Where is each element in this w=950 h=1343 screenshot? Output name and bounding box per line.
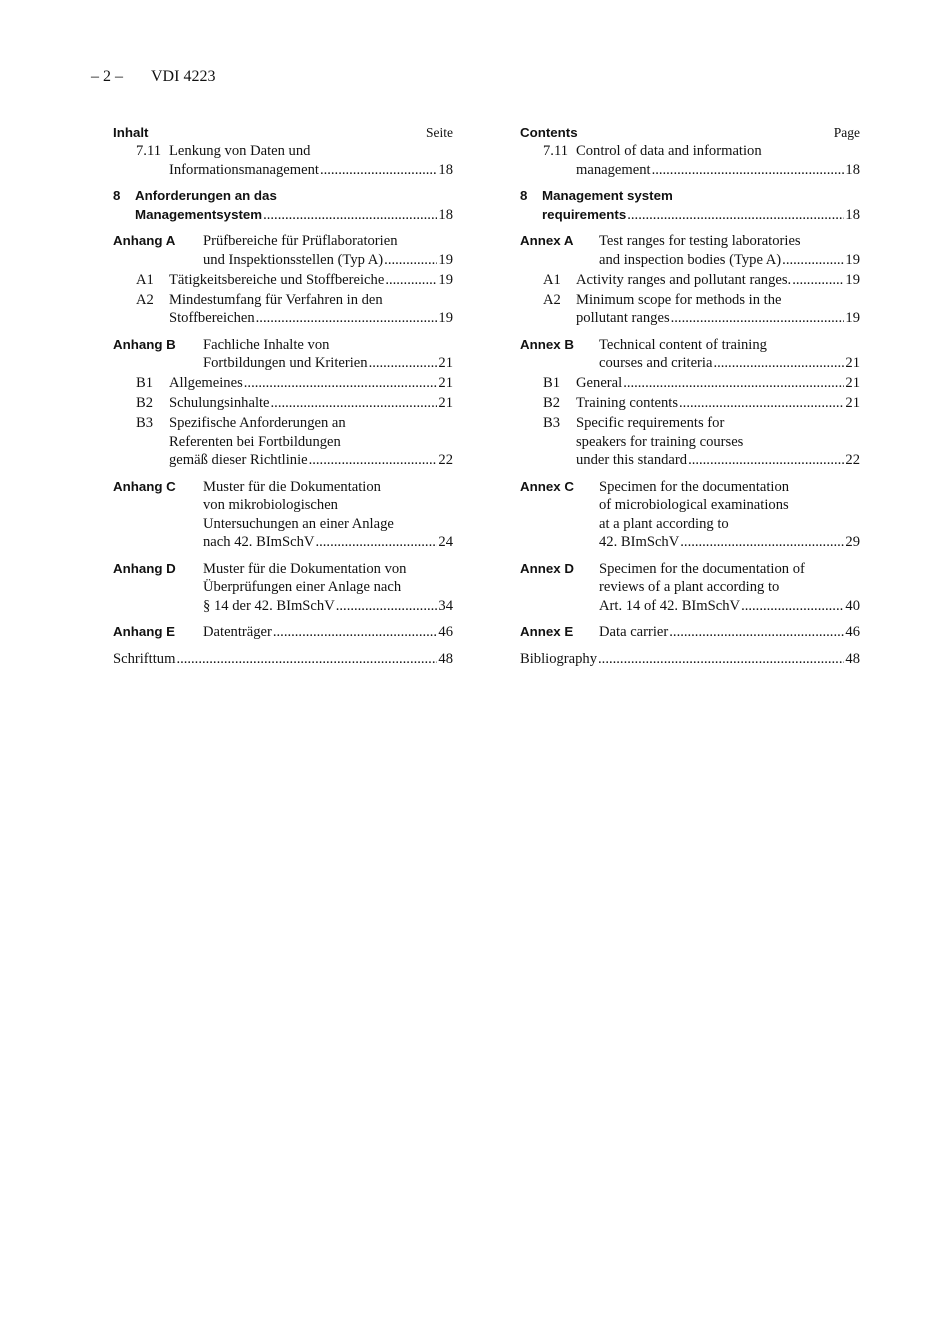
toc-entry-7-11[interactable]: 7.11 Control of data and information management ..... 18 bbox=[520, 142, 860, 179]
toc-title: Inhalt bbox=[113, 125, 149, 140]
page-ref: 18 bbox=[845, 161, 860, 178]
page-ref: 18 bbox=[438, 206, 453, 223]
toc-entry-a1[interactable]: A1 Tätigkeitsbereiche und Stoffbereiche ..... 19 bbox=[113, 271, 453, 290]
page-ref: 21 bbox=[845, 375, 860, 391]
toc-entry-a1[interactable]: A1 Activity ranges and pollutant ranges. ..... 19 bbox=[520, 271, 860, 290]
page-ref: 40 bbox=[845, 597, 860, 614]
page-ref: 19 bbox=[845, 271, 860, 288]
toc-entry-annex-c[interactable]: Anhang C Muster für die Dokumentation von mikrobiologischen Untersuchungen an einer Anlage nach 42. BImSchV ..... 24 bbox=[113, 478, 453, 552]
toc-entry-7-11[interactable]: 7.11 Lenkung von Daten und Informationsmanagement ..... 18 bbox=[113, 142, 453, 179]
toc-entry-b1[interactable]: B1 Allgemeines ..... 21 bbox=[113, 374, 453, 393]
page-ref: 34 bbox=[438, 597, 453, 614]
toc-entry-8[interactable]: 8 Management system requirements ..... 18 bbox=[520, 187, 860, 224]
page-column-label: Page bbox=[833, 125, 860, 140]
toc-entry-annex-b[interactable]: Annex B Technical content of training courses and criteria ..... 21 bbox=[520, 336, 860, 373]
page-ref: 19 bbox=[438, 271, 453, 288]
page-ref: 19 bbox=[845, 310, 860, 326]
toc-entry-b2[interactable]: B2 Training contents ..... 21 bbox=[520, 394, 860, 413]
page-ref: 22 bbox=[845, 452, 860, 468]
toc-entry-annex-d[interactable]: Anhang D Muster für die Dokumentation von Überprüfungen einer Anlage nach § 14 der 42. BImSchV ..... 34 bbox=[113, 560, 453, 616]
page-ref: 19 bbox=[438, 251, 453, 268]
page-number: – 2 – bbox=[91, 68, 123, 85]
toc-entry-annex-b[interactable]: Anhang B Fachliche Inhalte von Fortbildungen und Kriterien ..... 21 bbox=[113, 336, 453, 373]
page-ref: 24 bbox=[438, 534, 453, 550]
toc-english bbox=[520, 124, 860, 668]
page-ref: 46 bbox=[438, 624, 453, 640]
toc-entry-annex-d[interactable]: Annex D Specimen for the documentation of reviews of a plant according to Art. 14 of 42. BImSchV ..... 40 bbox=[520, 560, 860, 616]
toc-entry-b1[interactable]: B1 General ..... 21 bbox=[520, 374, 860, 393]
toc-heading bbox=[113, 124, 453, 142]
page-ref: 22 bbox=[438, 452, 453, 468]
page-ref: 21 bbox=[845, 395, 860, 411]
page-ref: 29 bbox=[845, 534, 860, 550]
page-ref: 18 bbox=[845, 206, 860, 223]
toc-entry-8[interactable]: 8 Anforderungen an das Managementsystem ..... 18 bbox=[113, 187, 453, 224]
toc-entry-a2[interactable]: A2 Minimum scope for methods in the pollutant ranges ..... 19 bbox=[520, 291, 860, 328]
page-ref: 21 bbox=[438, 395, 453, 411]
toc-entry-bibliography[interactable]: Schrifttum ..... 48 bbox=[113, 650, 453, 669]
page-ref: 21 bbox=[845, 355, 860, 371]
page-ref: 18 bbox=[438, 161, 453, 178]
page-ref: 48 bbox=[438, 650, 453, 667]
page-ref: 19 bbox=[438, 310, 453, 326]
toc-entry-annex-a[interactable]: Annex A Test ranges for testing laboratories and inspection bodies (Type A) ..... 19 bbox=[520, 232, 860, 269]
page-ref: 48 bbox=[845, 650, 860, 667]
toc-heading bbox=[520, 124, 860, 142]
page-ref: 21 bbox=[438, 355, 453, 371]
page-ref: 19 bbox=[845, 251, 860, 268]
page-column-label: Seite bbox=[426, 125, 453, 140]
toc-entry-annex-e[interactable]: Anhang E Datenträger ..... 46 bbox=[113, 623, 453, 642]
toc-entry-annex-e[interactable]: Annex E Data carrier ..... 46 bbox=[520, 623, 860, 642]
toc-german bbox=[113, 124, 453, 668]
toc-entry-b3[interactable]: B3 Specific requirements for speakers for training courses under this standard ..... 22 bbox=[520, 414, 860, 470]
page-ref: 46 bbox=[845, 624, 860, 640]
document-title: VDI 4223 bbox=[151, 68, 216, 85]
toc-title: Contents bbox=[520, 125, 578, 140]
page-header bbox=[91, 68, 215, 87]
toc-entry-a2[interactable]: A2 Mindestumfang für Verfahren in den Stoffbereichen ..... 19 bbox=[113, 291, 453, 328]
toc-entry-annex-c[interactable]: Annex C Specimen for the documentation of microbiological examinations at a plant according to 42. BImSchV ..... 29 bbox=[520, 478, 860, 552]
toc-entry-b3[interactable]: B3 Spezifische Anforderungen an Referenten bei Fortbildungen gemäß dieser Richtlinie ..... 22 bbox=[113, 414, 453, 470]
toc-entry-b2[interactable]: B2 Schulungsinhalte ..... 21 bbox=[113, 394, 453, 413]
page-ref: 21 bbox=[438, 375, 453, 391]
toc-entry-bibliography[interactable]: Bibliography ..... 48 bbox=[520, 650, 860, 669]
toc-entry-annex-a[interactable]: Anhang A Prüfbereiche für Prüflaboratorien und Inspektionsstellen (Typ A) ..... 19 bbox=[113, 232, 453, 269]
